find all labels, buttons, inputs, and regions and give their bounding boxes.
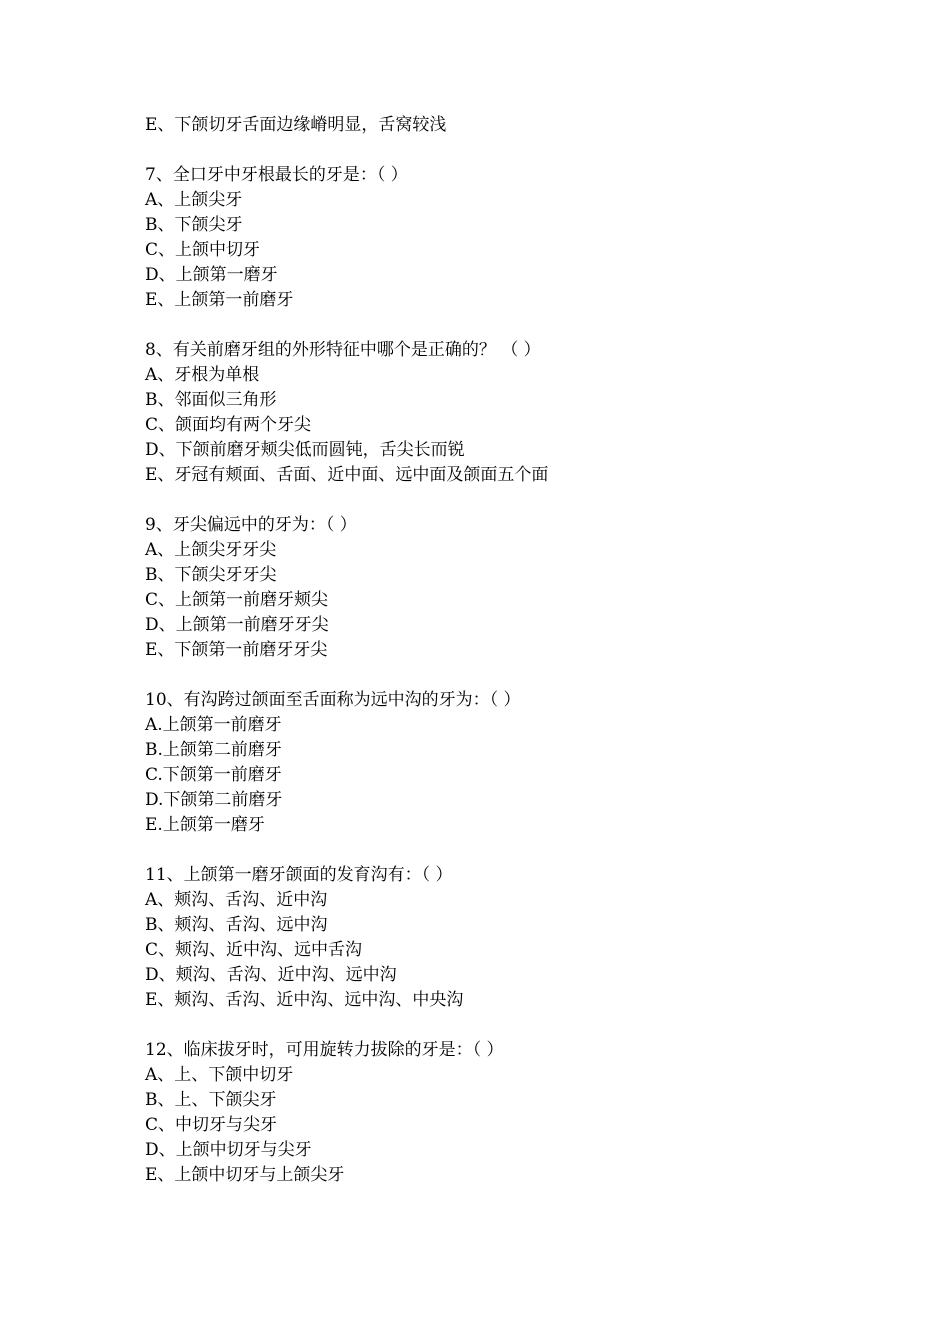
question-stem: 8、有关前磨牙组的外形特征中哪个是正确的？ （ ） [145, 340, 541, 360]
question-option: C、中切牙与尖牙 [145, 1115, 278, 1135]
question-11 [145, 863, 845, 1013]
question-option: A.上颌第一前磨牙 [145, 715, 282, 735]
question-12 [145, 1038, 845, 1188]
question-option: A、上颌尖牙 [145, 190, 243, 210]
question-7 [145, 163, 845, 313]
question-option: A、上颌尖牙牙尖 [145, 540, 277, 560]
question-option: B、下颌尖牙 [145, 215, 243, 235]
question-option: E、牙冠有颊面、舌面、近中面、远中面及颌面五个面 [145, 465, 549, 485]
question-option: B.上颌第二前磨牙 [145, 740, 282, 760]
question-option: B、下颌尖牙牙尖 [145, 565, 277, 585]
question-10 [145, 688, 845, 838]
continued-option: E、下颌切牙舌面边缘嵴明显，舌窝较浅 [145, 115, 447, 135]
question-option: E、颊沟、舌沟、近中沟、远中沟、中央沟 [145, 990, 464, 1010]
question-option: C.下颌第一前磨牙 [145, 765, 282, 785]
question-option: B、颊沟、舌沟、远中沟 [145, 915, 328, 935]
question-option: D、上颌第一前磨牙牙尖 [145, 615, 329, 635]
question-option: C、颌面均有两个牙尖 [145, 415, 312, 435]
question-option: A、上、下颌中切牙 [145, 1065, 294, 1085]
question-stem: 9、牙尖偏远中的牙为：（ ） [145, 515, 357, 535]
question-option: B、上、下颌尖牙 [145, 1090, 277, 1110]
question-stem: 7、全口牙中牙根最长的牙是：（ ） [145, 165, 408, 185]
question-list [145, 113, 845, 1188]
question-option: A、牙根为单根 [145, 365, 260, 385]
question-9 [145, 513, 845, 663]
question-stem: 12、临床拔牙时，可用旋转力拔除的牙是：（ ） [145, 1040, 504, 1060]
question-stem: 10、有沟跨过颌面至舌面称为远中沟的牙为：（ ） [145, 690, 521, 710]
question-option: C、上颌中切牙 [145, 240, 261, 260]
question-option: E、下颌第一前磨牙牙尖 [145, 640, 328, 660]
question-option: D、上颌第一磨牙 [145, 265, 278, 285]
question-option: D.下颌第二前磨牙 [145, 790, 283, 810]
question-option: E、上颌中切牙与上颌尖牙 [145, 1165, 345, 1185]
question-option: D、下颌前磨牙颊尖低而圆钝，舌尖长而锐 [145, 440, 465, 460]
continued-option-block [145, 113, 845, 138]
question-option: A、颊沟、舌沟、近中沟 [145, 890, 328, 910]
question-option: D、上颌中切牙与尖牙 [145, 1140, 312, 1160]
question-option: E、上颌第一前磨牙 [145, 290, 294, 310]
question-option: E.上颌第一磨牙 [145, 815, 265, 835]
question-option: C、颊沟、近中沟、远中舌沟 [145, 940, 363, 960]
question-option: C、上颌第一前磨牙颊尖 [145, 590, 329, 610]
question-option: B、邻面似三角形 [145, 390, 277, 410]
question-option: D、颊沟、舌沟、近中沟、远中沟 [145, 965, 397, 985]
question-8 [145, 338, 845, 488]
question-stem: 11、上颌第一磨牙颌面的发育沟有：（ ） [145, 865, 453, 885]
